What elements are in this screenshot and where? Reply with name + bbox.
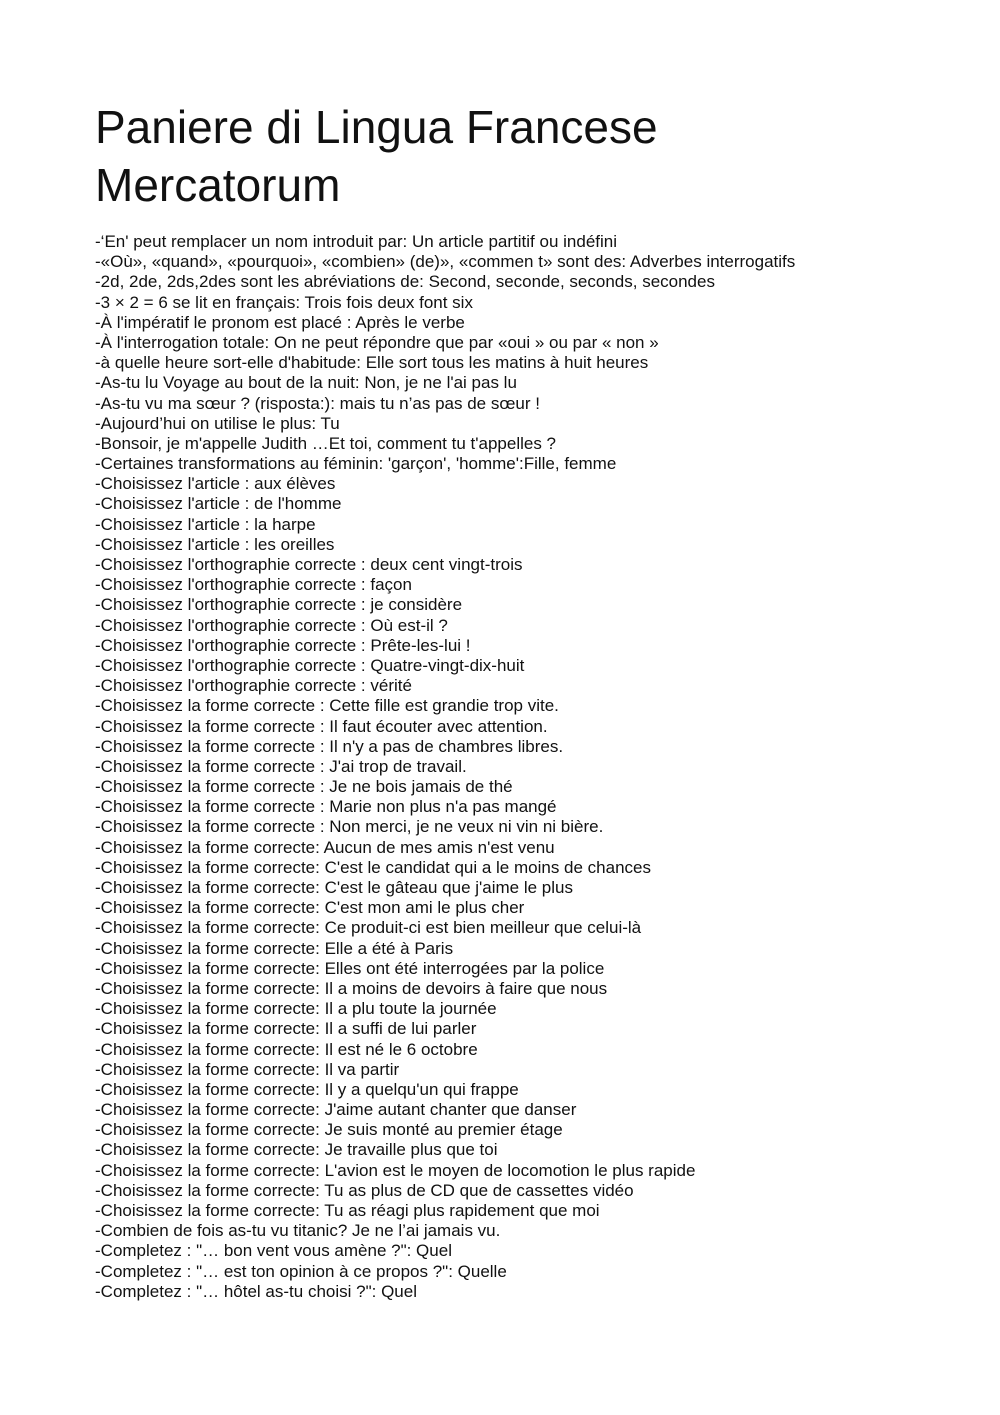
list-item: -Choisissez l'article : de l'homme	[95, 494, 342, 514]
list-item: -Choisissez la forme correcte: J'aime autant chanter que danser	[95, 1100, 577, 1120]
list-item: -Bonsoir, je m'appelle Judith …Et toi, comment tu t'appelles ?	[95, 433, 557, 453]
list-item: -Choisissez la forme correcte: Il a suffi de lui parler	[95, 1019, 477, 1039]
list-item: -Choisissez la forme correcte: C'est mon ami le plus cher	[95, 898, 525, 918]
list-item: -Choisissez l'orthographie correcte : deux cent vingt-trois	[95, 555, 523, 574]
list-item: -Choisissez la forme correcte : Cette fille est grandie trop vite.	[95, 696, 559, 716]
list-item: -Combien de fois as-tu vu titanic? Je ne l’ai jamais vu.	[95, 1221, 501, 1241]
list-item: -Choisissez la forme correcte : Je ne bois jamais de thé	[95, 777, 513, 797]
list-item: -Choisissez la forme correcte: Je suis monté au premier étage	[95, 1120, 563, 1140]
list-item: -Choisissez l'article : la harpe	[95, 514, 316, 534]
list-item: -Choisissez la forme correcte: Il a plu toute la journée	[95, 999, 497, 1019]
list-item: -Choisissez l'orthographie correcte : façon	[95, 575, 412, 595]
list-item: -Choisissez la forme correcte: Elles ont été interrogées par la police	[95, 958, 605, 978]
list-item: -As-tu vu ma sœur ? (risposta:): mais tu n’as pas de sœur !	[95, 393, 540, 413]
list-item: -Choisissez la forme correcte: Il va partir	[95, 1059, 400, 1079]
list-item: -À l'interrogation totale: On ne peut répondre que par «oui » ou par « non »	[95, 332, 659, 352]
list-item: -Choisissez l'orthographie correcte : Où est-il ?	[95, 615, 448, 635]
list-item: -Choisissez la forme correcte: Il y a quelqu'un qui frappe	[95, 1079, 519, 1099]
list-item: -Choisissez la forme correcte: Aucun de mes amis n'est venu	[95, 837, 555, 857]
list-item: -Choisissez la forme correcte: Tu as plus de CD que de cassettes vidéo	[95, 1180, 634, 1200]
list-item: -Choisissez la forme correcte: Il a moins de devoirs à faire que nous	[95, 978, 608, 998]
list-item: -«Où», «quand», «pourquoi», «combien» (de)», «commen t» sont des: Adverbes interrogatifs	[95, 252, 796, 272]
list-item: -Choisissez la forme correcte: L'avion est le moyen de locomotion le plus rapide	[95, 1160, 696, 1180]
list-item: -Choisissez l'article : les oreilles	[95, 534, 335, 554]
page-title	[95, 98, 915, 214]
list-item: -À l'impératif le pronom est placé : Après le verbe	[95, 312, 465, 332]
qa-list	[95, 232, 955, 1302]
list-item: -à quelle heure sort-elle d'habitude: Elle sort tous les matins à huit heures	[95, 353, 649, 373]
list-item: -‘En' peut remplacer un nom introduit par: Un article partitif ou indéfini	[95, 232, 618, 251]
list-item: -Choisissez la forme correcte : Il n'y a pas de chambres libres.	[95, 736, 564, 756]
list-item: -Choisissez la forme correcte: C'est le gâteau que j'aime le plus	[95, 878, 573, 897]
list-item: -Choisissez la forme correcte: Je travaille plus que toi	[95, 1140, 498, 1160]
list-item: -3 × 2 = 6 se lit en français: Trois fois deux font six	[95, 292, 473, 312]
title-line-1: Paniere di Lingua Francese	[95, 101, 658, 153]
list-item: -Choisissez l'orthographie correcte : vérité	[95, 676, 412, 696]
list-item: -Choisissez la forme correcte: C'est le candidat qui a le moins de chances	[95, 857, 652, 877]
list-item: -As-tu lu Voyage au bout de la nuit: Non, je ne l'ai pas lu	[95, 373, 517, 393]
list-item: -Completez : "… est ton opinion à ce propos ?": Quelle	[95, 1261, 507, 1281]
list-item: -2d, 2de, 2ds,2des sont les abréviations de: Second, seconde, seconds, secondes	[95, 272, 715, 292]
list-item: -Choisissez l'article : aux élèves	[95, 474, 336, 494]
list-item: -Choisissez l'orthographie correcte : Quatre-vingt-dix-huit	[95, 655, 525, 675]
list-item: -Choisissez la forme correcte : Non merci, je ne veux ni vin ni bière.	[95, 817, 604, 837]
list-item: -Certaines transformations au féminin: 'garçon', 'homme':Fille, femme	[95, 454, 617, 474]
list-item: -Choisissez l'orthographie correcte : Prête-les-lui !	[95, 635, 471, 655]
list-item: -Choisissez la forme correcte: Tu as réagi plus rapidement que moi	[95, 1201, 600, 1220]
list-item: -Choisissez la forme correcte : Il faut écouter avec attention.	[95, 716, 548, 736]
list-item: -Choisissez la forme correcte : J'ai trop de travail.	[95, 756, 467, 776]
list-item: -Choisissez la forme correcte: Il est né le 6 octobre	[95, 1039, 478, 1059]
list-item: -Aujourd’hui on utilise le plus: Tu	[95, 413, 340, 433]
list-item: -Choisissez la forme correcte : Marie non plus n'a pas mangé	[95, 797, 557, 817]
list-item: -Choisissez la forme correcte: Elle a été à Paris	[95, 938, 454, 958]
list-item: -Choisissez l'orthographie correcte : je considère	[95, 595, 463, 615]
list-item: -Choisissez la forme correcte: Ce produit-ci est bien meilleur que celui-là	[95, 918, 642, 938]
title-line-2: Mercatorum	[95, 159, 341, 211]
list-item: -Completez : "… hôtel as-tu choisi ?": Quel	[95, 1281, 417, 1301]
list-item: -Completez : "… bon vent vous amène ?": Quel	[95, 1241, 452, 1261]
